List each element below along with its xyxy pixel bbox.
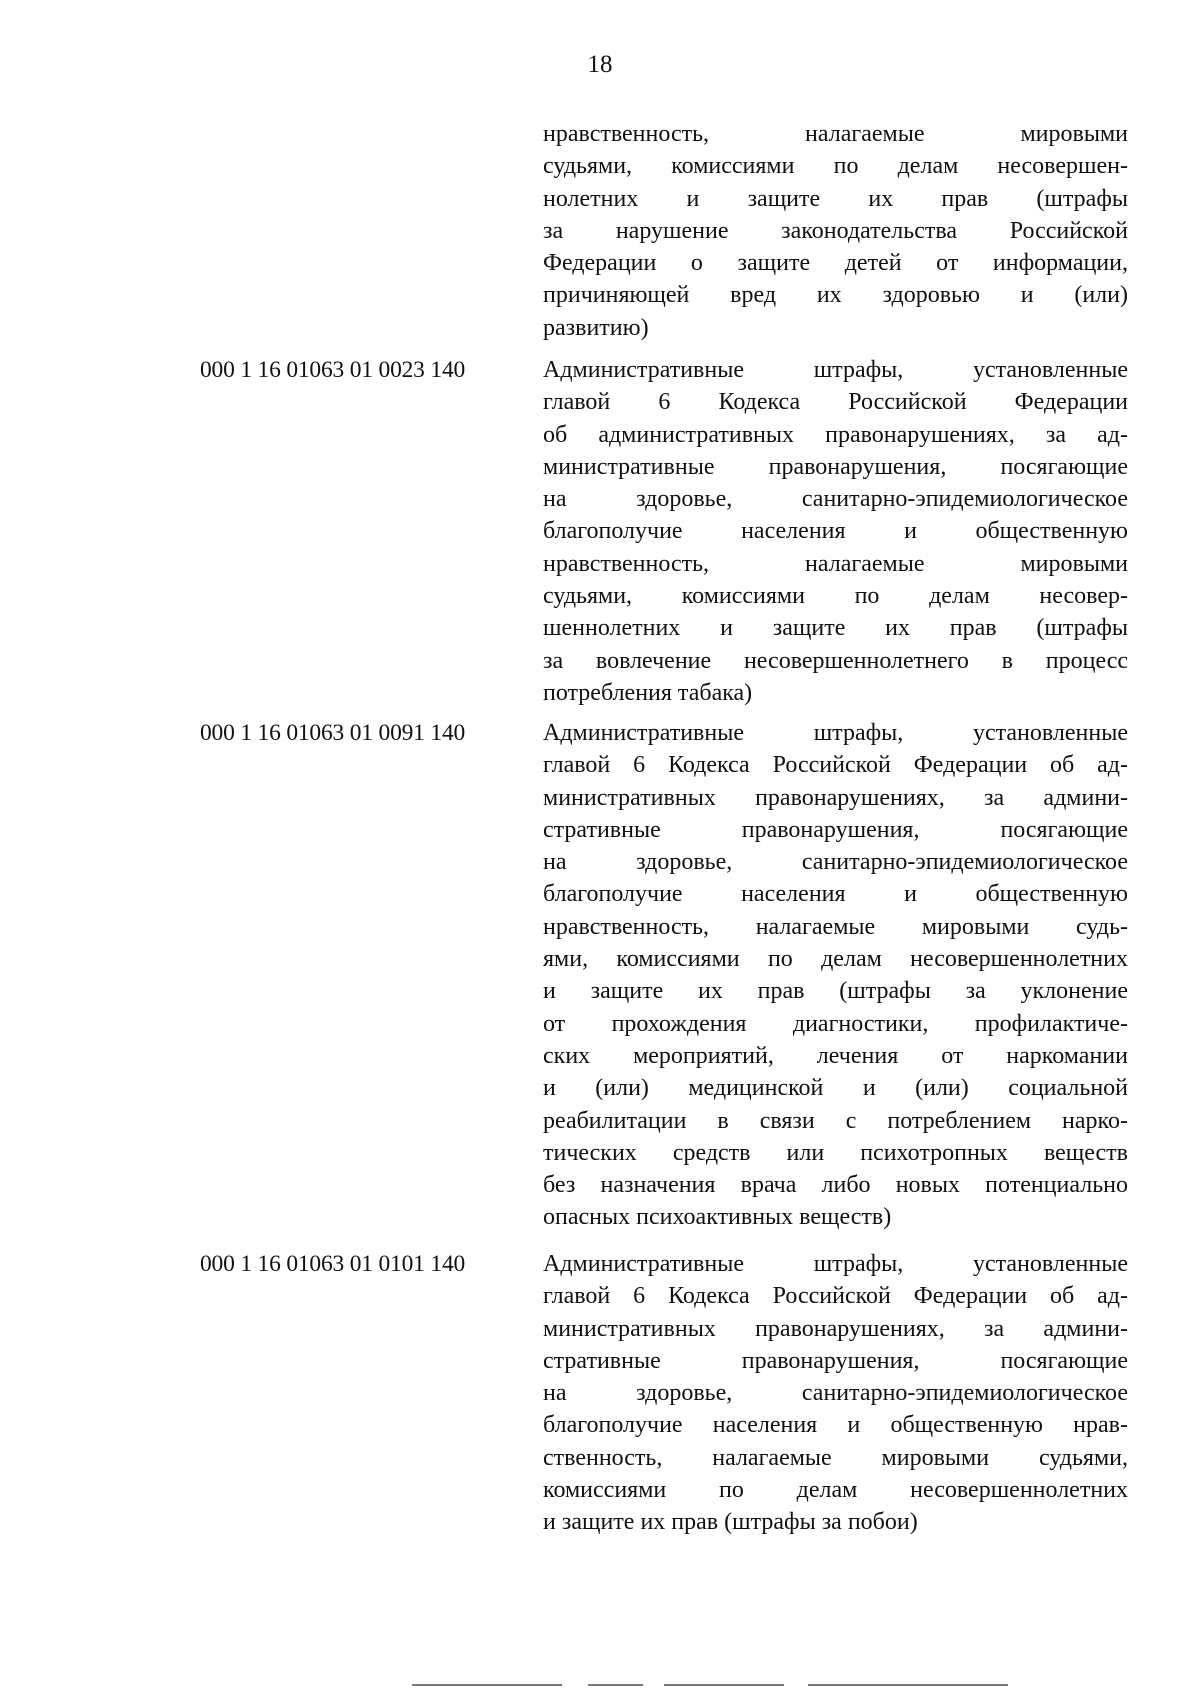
description-line: нолетних и защите их прав (штрафы [543,185,1128,212]
description-line: за нарушение законодательства Российской [543,217,1128,244]
description-line: благополучие населения и общественную [543,518,1128,545]
description-line: тических средств или психотропных веществ [543,1139,1128,1166]
description-line: причиняющей вред их здоровью и (или) [543,282,1128,309]
description-line: Федерации о защите детей от информации, [543,250,1128,277]
description-line: потребления табака) [543,679,753,706]
scan-edge-rule [808,1684,1008,1686]
description-line: от прохождения диагностики, профилактиче- [543,1010,1128,1037]
description-line: ских мероприятий, лечения от наркомании [543,1042,1128,1069]
description-line: министративных правонарушениях, за админи- [543,1315,1128,1342]
description-line: ственность, налагаемые мировыми судьями, [543,1444,1128,1471]
description-line: реабилитации в связи с потреблением нарко- [543,1107,1128,1134]
description-line: нравственность, налагаемые мировыми [543,121,1128,147]
description-line: судьями, комиссиями по делам несовер- [543,583,1128,610]
description-line: министративные правонарушения, посягающие [543,453,1128,480]
description-line: ями, комиссиями по делам несовершеннолетних [543,946,1128,973]
description-line: и защите их прав (штрафы за уклонение [543,978,1128,1005]
description-line: об административных правонарушениях, за ад- [543,421,1128,448]
description-line: без назначения врача либо новых потенциально [543,1172,1128,1199]
description-line: за вовлечение несовершеннолетнего в процесс [543,647,1128,674]
description-line: комиссиями по делам несовершеннолетних [543,1477,1128,1504]
budget-classification-code: 000 1 16 01063 01 0023 140 [200,357,466,383]
entry-description [543,354,1128,709]
description-line: Административные штрафы, установленные [543,357,1128,383]
budget-classification-code: 000 1 16 01063 01 0101 140 [200,1251,466,1277]
budget-classification-code: 000 1 16 01063 01 0091 140 [200,720,466,746]
description-line: судьями, комиссиями по делам несовершен- [543,153,1128,180]
description-line: министративных правонарушениях, за админи- [543,784,1128,811]
description-line: и (или) медицинской и (или) социальной [543,1075,1128,1102]
description-line: на здоровье, санитарно-эпидемиологическое [543,849,1128,876]
description-line: развитию) [543,314,649,341]
description-line: главой 6 Кодекса Российской Федерации об ад- [543,752,1128,779]
description-line: нравственность, налагаемые мировыми [543,550,1128,577]
description-line: на здоровье, санитарно-эпидемиологическое [543,486,1128,513]
description-line: нравственность, налагаемые мировыми судь- [543,913,1128,940]
description-line: опасных психоактивных веществ) [543,1204,892,1231]
description-line: на здоровье, санитарно-эпидемиологическое [543,1380,1128,1407]
page-number: 18 [587,51,613,78]
entry-description [543,717,1128,1234]
description-line: шеннолетних и защите их прав (штрафы [543,615,1128,642]
scan-edge-rule [588,1684,643,1686]
entry-description [543,118,1128,344]
description-line: главой 6 Кодекса Российской Федерации [543,389,1128,416]
scan-edge-rule [664,1684,784,1686]
description-line: благополучие населения и общественную нрав- [543,1412,1128,1439]
description-line: главой 6 Кодекса Российской Федерации об ад- [543,1283,1128,1310]
description-line: стративные правонарушения, посягающие [543,1347,1128,1374]
description-line: Административные штрафы, установленные [543,1251,1128,1277]
scan-edge-rule [412,1684,562,1686]
description-line: и защите их прав (штрафы за побои) [543,1509,918,1536]
entry-description [543,1248,1128,1539]
description-line: Административные штрафы, установленные [543,720,1128,746]
description-line: стративные правонарушения, посягающие [543,816,1128,843]
description-line: благополучие населения и общественную [543,881,1128,908]
